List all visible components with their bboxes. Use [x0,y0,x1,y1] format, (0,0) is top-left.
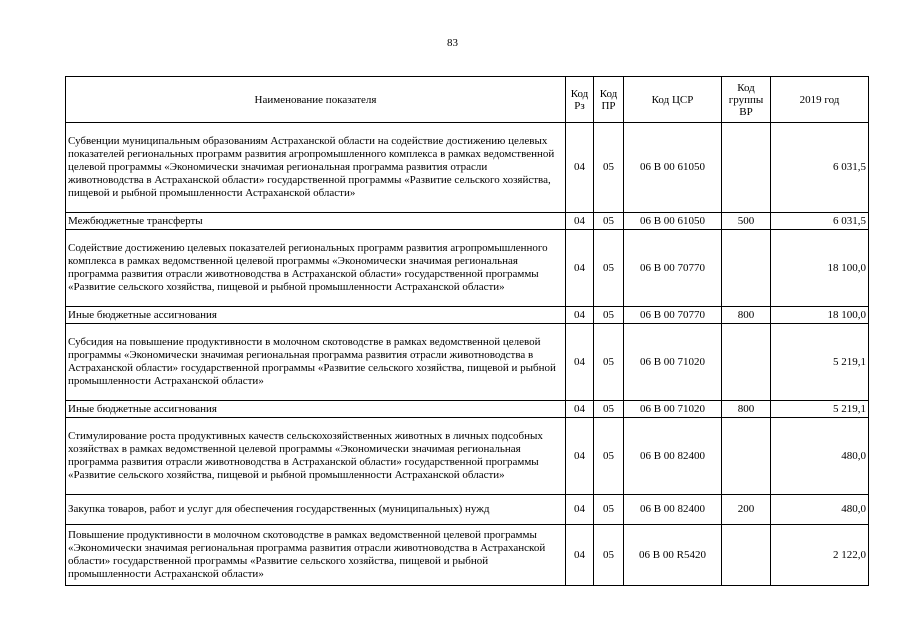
row-vr [722,123,771,213]
row-rz: 04 [566,123,594,213]
row-pr: 05 [594,495,624,525]
row-vr [722,230,771,307]
row-csr: 06 В 00 R5420 [624,525,722,586]
row-pr: 05 [594,307,624,324]
table-row [66,324,869,401]
header-vr: Код группы ВР [722,77,771,123]
row-amount: 6 031,5 [771,213,869,230]
row-vr [722,525,771,586]
row-csr: 06 В 00 71020 [624,401,722,418]
row-rz: 04 [566,495,594,525]
row-amount: 2 122,0 [771,525,869,586]
table-row [66,525,869,586]
row-pr: 05 [594,401,624,418]
row-pr: 05 [594,324,624,401]
row-name: Содействие достижению целевых показателей региональных программ развития агропромышленного комплекса в рамках ведомственной целевой программы «Экономически значимая региональная программа развития отрасли животноводства в Астраханской области» государственной программы «Развитие сельского хозяйства, пищевой и рыбной промышленности Астраханской области» [66,230,566,307]
row-name: Закупка товаров, работ и услуг для обеспечения государственных (муниципальных) нужд [66,495,566,525]
table-row [66,230,869,307]
row-vr: 800 [722,307,771,324]
row-name: Иные бюджетные ассигнования [66,401,566,418]
row-pr: 05 [594,418,624,495]
row-pr: 05 [594,230,624,307]
row-amount: 480,0 [771,495,869,525]
row-csr: 06 В 00 70770 [624,307,722,324]
row-rz: 04 [566,401,594,418]
row-rz: 04 [566,324,594,401]
table-row [66,418,869,495]
row-amount: 6 031,5 [771,123,869,213]
row-name: Стимулирование роста продуктивных качеств сельскохозяйственных животных в личных подсобных хозяйствах в рамках ведомственной целевой программы «Экономически значимая региональная программа развития отрасли животноводства в Астраханской области» государственной программы «Развитие сельского хозяйства, пищевой и рыбной промышленности Астраханской области» [66,418,566,495]
header-pr: Код ПР [594,77,624,123]
row-name: Субсидия на повышение продуктивности в молочном скотоводстве в рамках ведомственной целевой программы «Экономически значимая региональная программа развития отрасли животноводства в Астраханской области» государственной программы «Развитие сельского хозяйства, пищевой и рыбной промышленности Астраханской области» [66,324,566,401]
row-csr: 06 В 00 61050 [624,123,722,213]
row-csr: 06 В 00 70770 [624,230,722,307]
row-vr [722,418,771,495]
row-rz: 04 [566,418,594,495]
row-rz: 04 [566,525,594,586]
table-row [66,307,869,324]
row-csr: 06 В 00 82400 [624,495,722,525]
row-vr [722,324,771,401]
row-vr: 800 [722,401,771,418]
row-csr: 06 В 00 61050 [624,213,722,230]
row-name: Повышение продуктивности в молочном скотоводстве в рамках ведомственной целевой программы «Экономически значимая региональная программа развития отрасли животноводства в Астраханской области» государственной программы «Развитие сельского хозяйства, пищевой и рыбной промышленности Астраханской области» [66,525,566,586]
row-name: Субвенции муниципальным образованиям Астраханской области на содействие достижению целевых показателей региональных программ развития агропромышленного комплекса в рамках ведомственной целевой программы «Экономически значимая региональная программа развития отрасли животноводства в Астраханской области» государственной программы «Развитие сельского хозяйства, пищевой и рыбной промышленности Астраханской области» [66,123,566,213]
page-number: 83 [447,37,458,49]
header-name: Наименование показателя [66,77,566,123]
row-csr: 06 В 00 71020 [624,324,722,401]
row-amount: 5 219,1 [771,401,869,418]
row-amount: 18 100,0 [771,230,869,307]
row-name: Иные бюджетные ассигнования [66,307,566,324]
row-csr: 06 В 00 82400 [624,418,722,495]
row-rz: 04 [566,307,594,324]
row-vr: 200 [722,495,771,525]
row-name: Межбюджетные трансферты [66,213,566,230]
header-year: 2019 год [771,77,869,123]
row-pr: 05 [594,213,624,230]
row-rz: 04 [566,230,594,307]
table-row [66,401,869,418]
row-amount: 18 100,0 [771,307,869,324]
row-pr: 05 [594,525,624,586]
header-csr: Код ЦСР [624,77,722,123]
budget-table [65,76,869,586]
row-amount: 480,0 [771,418,869,495]
row-pr: 05 [594,123,624,213]
row-rz: 04 [566,213,594,230]
header-rz: Код Рз [566,77,594,123]
table-header-row [66,77,869,123]
row-amount: 5 219,1 [771,324,869,401]
table-row [66,213,869,230]
table-row [66,495,869,525]
table-row [66,123,869,213]
row-vr: 500 [722,213,771,230]
